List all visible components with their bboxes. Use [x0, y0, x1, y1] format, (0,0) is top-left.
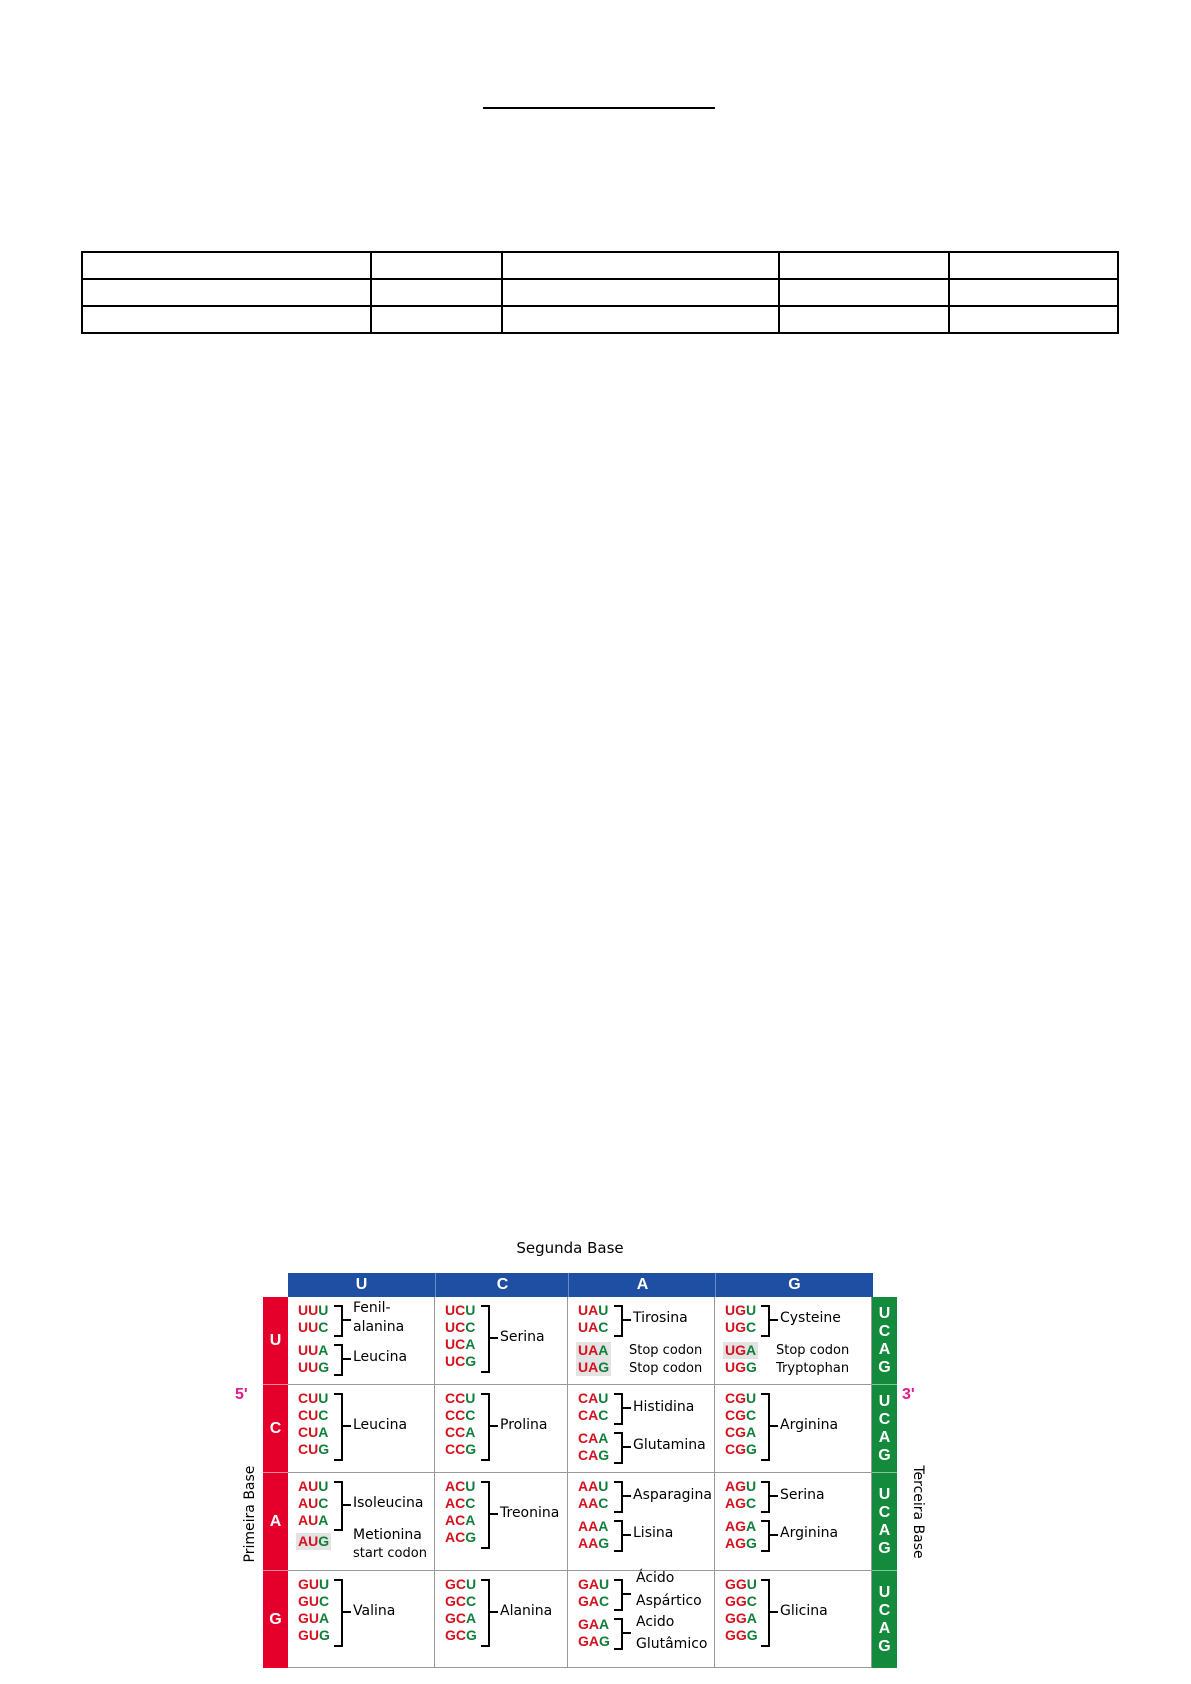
codon: CUA	[298, 1424, 329, 1440]
codon: GGU	[725, 1576, 757, 1592]
codon: AGC	[725, 1495, 757, 1511]
bracket	[334, 1344, 343, 1376]
bracket	[334, 1393, 343, 1461]
bracket	[761, 1393, 770, 1461]
codon: GUA	[298, 1610, 330, 1626]
codon: CAC	[578, 1407, 609, 1423]
codon: CAG	[578, 1447, 610, 1463]
codon: GGA	[725, 1610, 757, 1626]
bracket	[334, 1579, 343, 1647]
amino-acid-label: Lisina	[633, 1525, 674, 1541]
second-base-header-g: G	[715, 1273, 873, 1297]
table-cell[interactable]	[371, 279, 502, 306]
codon-list	[445, 1576, 477, 1644]
codon-list	[445, 1478, 476, 1546]
third-base-g: G	[878, 1637, 891, 1655]
bracket-tick	[489, 1611, 498, 1613]
bracket	[761, 1481, 770, 1513]
chart-title: Segunda Base	[516, 1239, 624, 1257]
codon: GAC	[578, 1593, 610, 1609]
first-base-u: U	[263, 1297, 288, 1385]
amino-acid-label: Tirosina	[633, 1310, 688, 1326]
codon-list	[298, 1478, 331, 1550]
codon-list	[578, 1302, 611, 1376]
amino-acid-label: Stop codon	[629, 1361, 703, 1376]
amino-acid-label: start codon	[353, 1546, 427, 1561]
codon: UCG	[445, 1353, 477, 1369]
amino-acid-label: Serina	[780, 1487, 825, 1503]
codon: GCU	[445, 1576, 477, 1592]
third-base-g: G	[878, 1358, 891, 1376]
codon: GAU	[578, 1576, 610, 1592]
amino-acid-label: Alanina	[500, 1603, 553, 1619]
amino-acid-label: Glutamina	[633, 1437, 706, 1453]
codon: GCC	[445, 1593, 477, 1609]
bracket-tick	[342, 1358, 351, 1360]
table-cell[interactable]	[949, 252, 1118, 279]
codon: UCU	[445, 1302, 476, 1318]
third-base-u: U	[878, 1392, 891, 1410]
codon: UUG	[298, 1359, 330, 1375]
third-base-u: U	[878, 1485, 891, 1503]
codon: UCC	[445, 1319, 476, 1335]
amino-acid-label: Aspártico	[636, 1593, 702, 1609]
third-base-group	[872, 1571, 897, 1668]
codon: GAA	[578, 1616, 610, 1632]
codon: CUU	[298, 1390, 329, 1406]
genetic-code-chart	[230, 1236, 926, 1672]
amino-acid-label: alanina	[353, 1319, 405, 1335]
amino-acid-label: Stop codon	[776, 1343, 850, 1358]
bracket-tick	[622, 1593, 631, 1595]
third-base-c: C	[878, 1322, 891, 1340]
bracket	[614, 1393, 623, 1425]
codon: UUC	[298, 1319, 329, 1335]
amino-acid-label: Acido	[636, 1614, 675, 1630]
codon-list	[298, 1302, 329, 1376]
bracket	[614, 1618, 623, 1650]
third-base-a: A	[878, 1619, 891, 1637]
table-cell[interactable]	[502, 279, 779, 306]
three-prime-label: 3'	[902, 1386, 915, 1403]
bracket	[481, 1305, 490, 1373]
codon-list	[725, 1390, 757, 1458]
table-cell[interactable]	[371, 306, 502, 333]
codon: CCA	[445, 1424, 476, 1440]
codon: AGU	[725, 1478, 757, 1494]
codon: UGA	[725, 1342, 757, 1358]
amino-acid-label: Metionina	[353, 1527, 422, 1543]
bracket	[334, 1481, 343, 1531]
table-row	[82, 252, 1118, 279]
bracket-tick	[489, 1513, 498, 1515]
amino-acid-label: Cysteine	[780, 1310, 841, 1326]
codon-list	[298, 1576, 330, 1644]
table-cell[interactable]	[502, 252, 779, 279]
codon: GGC	[725, 1593, 757, 1609]
bracket-tick	[622, 1534, 631, 1536]
bracket	[761, 1579, 770, 1647]
amino-acid-label: Asparagina	[633, 1487, 712, 1503]
amino-acid-label: Stop codon	[629, 1343, 703, 1358]
codon-list	[725, 1302, 758, 1376]
codon: UCA	[445, 1336, 476, 1352]
table-cell[interactable]	[82, 279, 371, 306]
third-base-a: A	[878, 1521, 891, 1539]
bracket	[614, 1432, 623, 1464]
codon: AUA	[298, 1512, 329, 1528]
bracket-tick	[622, 1446, 631, 1448]
first-base-c: C	[263, 1385, 288, 1473]
table-cell[interactable]	[502, 306, 779, 333]
table-cell[interactable]	[949, 279, 1118, 306]
codon: CCU	[445, 1390, 476, 1406]
codon: ACG	[445, 1529, 477, 1545]
codon: CGC	[725, 1407, 757, 1423]
third-base-u: U	[878, 1583, 891, 1601]
third-base-group	[872, 1385, 897, 1473]
codon: AUC	[298, 1495, 329, 1511]
third-base-axis-label: Terceira Base	[910, 1465, 926, 1559]
codon: AAA	[578, 1518, 609, 1534]
bracket	[761, 1520, 770, 1552]
amino-acid-label: Arginina	[780, 1417, 839, 1433]
bracket-tick	[769, 1611, 778, 1613]
second-base-header-u: U	[288, 1273, 435, 1297]
bracket-tick	[769, 1319, 778, 1321]
codon: CCG	[445, 1441, 477, 1457]
amino-acid-label: Leucina	[353, 1349, 408, 1365]
bracket	[481, 1481, 490, 1549]
codon: CCC	[445, 1407, 476, 1423]
codon: AGG	[725, 1535, 757, 1551]
codon-list	[578, 1390, 609, 1464]
bracket-tick	[622, 1407, 631, 1409]
bracket	[614, 1579, 623, 1611]
codon: UGG	[725, 1359, 757, 1375]
bracket-tick	[489, 1425, 498, 1427]
amino-acid-label: Leucina	[353, 1417, 408, 1433]
third-base-g: G	[878, 1539, 891, 1557]
table-cell[interactable]	[779, 279, 949, 306]
amino-acid-label: Tryptophan	[776, 1361, 850, 1376]
codon: CGA	[725, 1424, 757, 1440]
codon: AUU	[298, 1478, 329, 1494]
third-base-a: A	[878, 1340, 891, 1358]
title-underline	[483, 107, 715, 109]
bracket	[761, 1305, 770, 1337]
first-base-axis-label: Primeira Base	[242, 1465, 258, 1563]
third-base-a: A	[878, 1428, 891, 1446]
codon-list	[578, 1478, 609, 1552]
bracket-tick	[622, 1319, 631, 1321]
amino-acid-label: Treonina	[500, 1505, 560, 1521]
codon: GUG	[298, 1627, 330, 1643]
bracket	[614, 1520, 623, 1552]
codon: AAG	[578, 1535, 610, 1551]
table-cell[interactable]	[949, 306, 1118, 333]
table-cell[interactable]	[779, 252, 949, 279]
bracket	[481, 1579, 490, 1647]
codon: GAG	[578, 1633, 610, 1649]
codon-list	[445, 1390, 476, 1458]
codon: AAU	[578, 1478, 609, 1494]
first-base-g: G	[263, 1571, 288, 1668]
table-row	[82, 306, 1118, 333]
codon: AAC	[578, 1495, 609, 1511]
bracket-tick	[769, 1425, 778, 1427]
codon: UAA	[576, 1342, 611, 1359]
codon: CAU	[578, 1390, 609, 1406]
third-base-group	[872, 1297, 897, 1385]
second-base-header-a: A	[568, 1273, 716, 1297]
codon: GUC	[298, 1593, 330, 1609]
table-cell[interactable]	[82, 306, 371, 333]
bracket-tick	[342, 1611, 351, 1613]
codon: ACA	[445, 1512, 476, 1528]
bracket-tick	[342, 1504, 351, 1506]
codon: GGG	[725, 1627, 758, 1643]
five-prime-label: 5'	[235, 1386, 248, 1403]
codon: UGC	[725, 1319, 757, 1335]
codon: GCA	[445, 1610, 477, 1626]
table-row	[82, 279, 1118, 306]
codon: CGU	[725, 1390, 757, 1406]
codon-list	[298, 1390, 329, 1458]
codon: CAA	[578, 1430, 609, 1446]
codon-list	[445, 1302, 476, 1370]
bracket-tick	[342, 1425, 351, 1427]
bracket-tick	[489, 1337, 498, 1339]
table-cell[interactable]	[371, 252, 502, 279]
amino-acid-label: Arginina	[780, 1525, 839, 1541]
third-base-u: U	[878, 1304, 891, 1322]
table-cell[interactable]	[82, 252, 371, 279]
codon: UUA	[298, 1342, 329, 1358]
amino-acid-label: Fenil-	[353, 1300, 391, 1316]
second-base-header-c: C	[435, 1273, 569, 1297]
bracket	[334, 1305, 343, 1337]
bracket-tick	[342, 1319, 351, 1321]
bracket-tick	[622, 1495, 631, 1497]
codon: CUC	[298, 1407, 329, 1423]
amino-acid-label: Glicina	[780, 1603, 828, 1619]
codon: UAG	[578, 1359, 610, 1375]
amino-acid-label: Isoleucina	[353, 1495, 424, 1511]
codon: UGU	[725, 1302, 757, 1318]
third-base-c: C	[878, 1410, 891, 1428]
amino-acid-label: Glutâmico	[636, 1636, 708, 1652]
bracket-tick	[622, 1632, 631, 1634]
codon: CUG	[298, 1441, 330, 1457]
amino-acid-label: Ácido	[636, 1570, 675, 1586]
codon-list	[578, 1576, 610, 1650]
codon-list	[725, 1576, 758, 1644]
amino-acid-label: Valina	[353, 1603, 396, 1619]
codon: UAU	[578, 1302, 609, 1318]
codon: ACU	[445, 1478, 476, 1494]
codon: UUU	[298, 1302, 329, 1318]
third-base-g: G	[878, 1446, 891, 1464]
codon: AGA	[725, 1518, 757, 1534]
codon: ACC	[445, 1495, 476, 1511]
codon: AUG	[298, 1533, 330, 1549]
first-base-a: A	[263, 1473, 288, 1571]
amino-acid-label: Serina	[500, 1329, 545, 1345]
table-cell[interactable]	[779, 306, 949, 333]
bracket	[614, 1481, 623, 1513]
codon-list	[725, 1478, 757, 1552]
third-base-group	[872, 1473, 897, 1571]
bracket	[481, 1393, 490, 1461]
codon: UAC	[578, 1319, 609, 1335]
bracket-tick	[769, 1534, 778, 1536]
third-base-c: C	[878, 1503, 891, 1521]
blank-answer-table	[81, 251, 1119, 334]
third-base-c: C	[878, 1601, 891, 1619]
codon: CGG	[725, 1441, 757, 1457]
amino-acid-label: Histidina	[633, 1399, 695, 1415]
bracket	[614, 1305, 623, 1337]
amino-acid-label: Prolina	[500, 1417, 548, 1433]
codon: GUU	[298, 1576, 330, 1592]
codon: GCG	[445, 1627, 477, 1643]
bracket-tick	[769, 1495, 778, 1497]
